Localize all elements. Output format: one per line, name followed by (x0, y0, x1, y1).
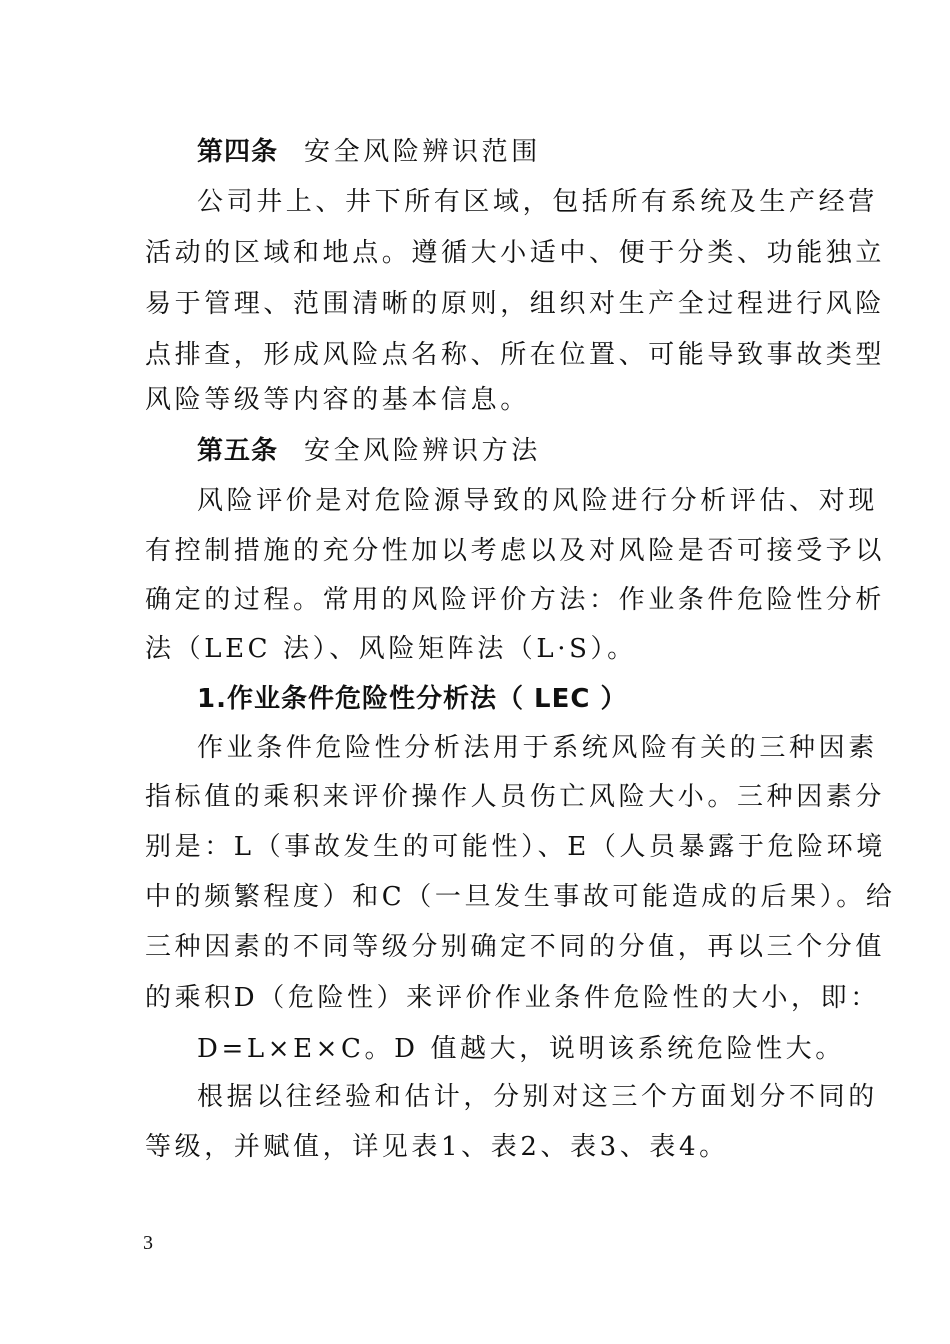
paragraph-line: 中的频繁程度）和C（一旦发生事故可能造成的后果）。给 (145, 882, 896, 912)
paragraph-line: 确定的过程。常用的风险评价方法：作业条件危险性分析 (145, 585, 886, 615)
article-4-title: 安全风险辨识范围 (304, 137, 541, 167)
article-5-title: 安全风险辨识方法 (304, 436, 541, 466)
paragraph-line: 等级，并赋值，详见表1、表2、表3、表4。 (145, 1132, 729, 1162)
paragraph-line: 别是：L（事故发生的可能性）、E（人员暴露于危险环境 (145, 832, 886, 862)
paragraph-line: 根据以往经验和估计，分别对这三个方面划分不同的 (197, 1082, 878, 1112)
paragraph-line: 点排查，形成风险点名称、所在位置、可能导致事故类型 (145, 340, 886, 370)
paragraph-line: 指标值的乘积来评价操作人员伤亡风险大小。三种因素分 (145, 782, 886, 812)
article-4-number: 第四条 (197, 137, 279, 167)
page-number: 3 (143, 1232, 153, 1254)
paragraph-line: 的乘积D（危险性）来评价作业条件危险性的大小，即： (145, 983, 880, 1013)
paragraph-line: 公司井上、井下所有区域，包括所有系统及生产经营 (197, 187, 878, 217)
paragraph-line: 有控制措施的充分性加以考虑以及对风险是否可接受予以 (145, 536, 886, 566)
paragraph-line: 作业条件危险性分析法用于系统风险有关的三种因素 (197, 733, 878, 763)
paragraph-line: 易于管理、范围清晰的原则，组织对生产全过程进行风险 (145, 289, 886, 319)
paragraph-line: 三种因素的不同等级分别确定不同的分值，再以三个分值 (145, 932, 886, 962)
paragraph-line: 法（LEC 法）、风险矩阵法（L·S）。 (145, 634, 637, 664)
paragraph-line: 风险等级等内容的基本信息。 (145, 385, 530, 415)
paragraph-line: 风险评价是对危险源导致的风险进行分析评估、对现 (197, 486, 878, 516)
article-5-number: 第五条 (197, 436, 279, 466)
formula-line: D=L×E×C。D 值越大，说明该系统危险性大。 (197, 1034, 845, 1064)
subsection-heading: 1.作业条件危险性分析法（ LEC ） (197, 684, 628, 714)
article-5-heading (197, 436, 805, 466)
paragraph-line: 活动的区域和地点。遵循大小适中、便于分类、功能独立 (145, 238, 886, 268)
article-4-heading (197, 137, 805, 167)
